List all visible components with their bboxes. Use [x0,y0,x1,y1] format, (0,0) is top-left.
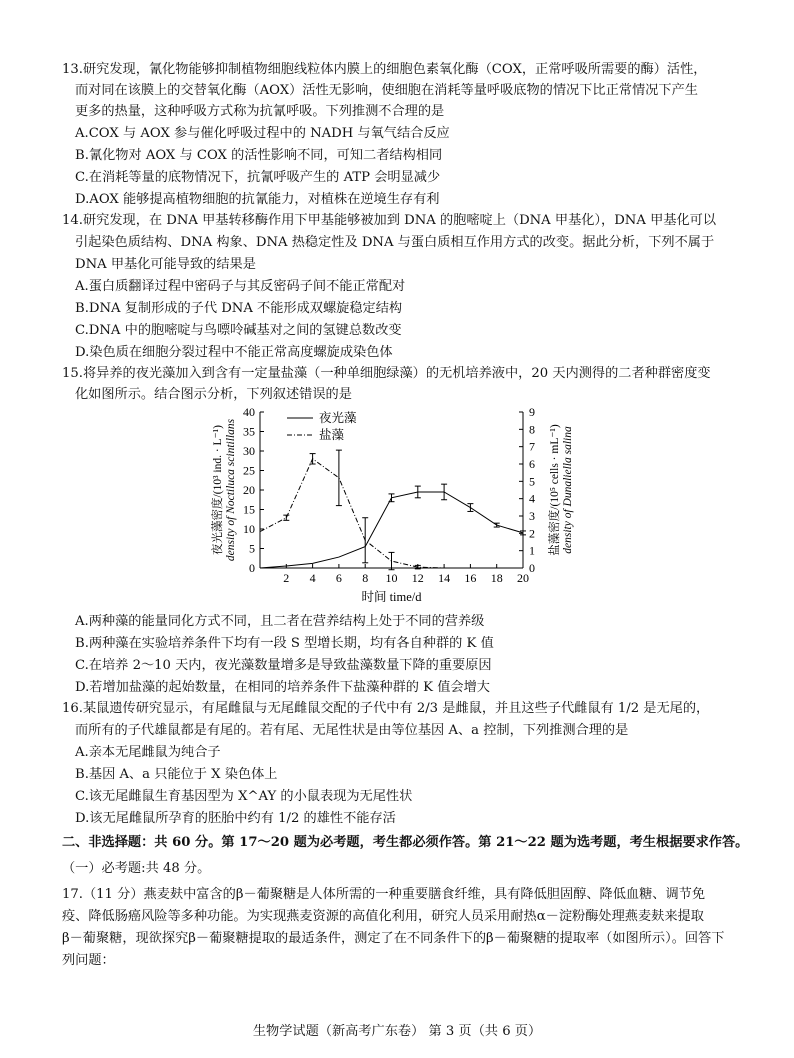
q16-stem-line-2: 而所有的子代雄鼠都是有尾的。若有尾、无尾性状是由等位基因 A、a 控制，下列推测合理的是 [75,723,629,738]
q14-option-b: B.DNA 复制形成的子代 DNA 不能形成双螺旋稳定结构 [75,301,403,316]
y-right-axis-label-en: density of Dunaliella salina [562,426,574,554]
q14-option-c: C.DNA 中的胞嘧啶与鸟嘌呤碱基对之间的氢键总数改变 [75,323,402,338]
q13-option-d: D.AOX 能够提高植物细胞的抗氰能力，对植株在逆境生存有利 [75,192,440,207]
y-left-tick-label: 40 [243,405,255,419]
q17-line-2: 疫、降低肠癌风险等多种功能。为实现燕麦资源的高值化利用，研究人员采用耐热α－淀粉酶处理燕麦麸来提取 [62,909,704,924]
q16-option-c: C.该无尾雌鼠生育基因型为 X^AY 的小鼠表现为无尾性状 [75,789,413,804]
y-right-tick-label: 3 [529,509,535,523]
q13-option-c: C.在消耗等量的底物情况下，抗氰呼吸产生的 ATP 会明显减少 [75,170,441,185]
y-left-tick-label: 10 [243,522,255,536]
y-left-tick-label: 25 [243,463,255,478]
section-2-subheading: （一）必考题:共 48 分。 [62,861,211,876]
y-right-tick-label: 9 [529,405,535,419]
x-axis-label: 时间 time/d [361,590,422,604]
q14-stem-line-3: DNA 甲基化可能导致的结果是 [75,257,256,272]
y-left-tick-label: 0 [249,561,255,575]
y-right-tick-label: 1 [529,543,535,558]
legend-label-1: 盐藻 [319,428,345,442]
y-left-tick-label: 20 [243,483,255,497]
q14-stem-line-2: 引起染色质结构、DNA 构象、DNA 热稳定性及 DNA 与蛋白质相互作用方式的改变。据此分析，下列不属于 [75,235,715,250]
q15-stem-line-1: 15.将异养的夜光藻加入到含有一定量盐藻（一种单细胞绿藻）的无机培养液中，20 天内测得的二者种群密度变 [62,366,711,381]
y-right-tick-label: 5 [529,474,535,489]
x-tick-label: 18 [490,571,503,585]
q16-stem-line-1: 16.某鼠遗传研究显示，有尾雌鼠与无尾雌鼠交配的子代中有 2/3 是雌鼠，并且这些子代雌鼠有 1/2 是无尾的， [62,701,710,716]
x-tick-label: 10 [385,571,398,585]
y-left-axis-label-cn: 夜光藻密度/(10³ ind. · L⁻¹) [212,425,224,555]
x-tick-label: 4 [309,571,316,585]
section-2-heading: 二、非选择题：共 60 分。第 17～20 题为必考题，考生都必须作答。第 21～22 题为选考题，考生根据要求作答。 [62,835,749,850]
x-tick-label: 20 [517,571,529,585]
legend-label-0: 夜光藻 [319,411,357,425]
q13-stem-line-1: 13.研究发现，氰化物能够抑制植物细胞线粒体内膜上的细胞色素氧化酶（COX，正常呼吸所需要的酶）活性， [62,62,707,77]
q13-stem-line-3: 更多的热量，这种呼吸方式称为抗氰呼吸。下列推测不合理的是 [75,104,445,119]
q15-option-d: D.若增加盐藻的起始数量，在相同的培养条件下盐藻种群的 K 值会增大 [75,680,490,695]
q16-option-d: D.该无尾雌鼠所孕育的胚胎中约有 1/2 的雄性不能存活 [75,811,396,826]
q15-stem-line-2: 化如图所示。结合图示分析，下列叙述错误的是 [75,387,352,402]
q13-stem-line-2: 而对同在该膜上的交替氧化酶（AOX）活性无影响，使细胞在消耗等量呼吸底物的情况下比正常情况下产生 [75,83,698,98]
q15-option-c: C.在培养 2～10 天内，夜光藻数量增多是导致盐藻数量下降的重要原因 [75,658,492,673]
q13-option-b: B.氰化物对 AOX 与 COX 的活性影响不同，可知二者结构相同 [75,148,443,163]
q14-stem-line-1: 14.研究发现，在 DNA 甲基转移酶作用下甲基能够被加到 DNA 的胞嘧啶上（DNA 甲基化），DNA 甲基化可以 [62,213,717,228]
q17-line-3: β－葡聚糖，现欲探究β－葡聚糖提取的最适条件，测定了在不同条件下的β－葡聚糖的提取率（如图所示）。回答下 [62,931,725,946]
x-tick-label: 2 [283,571,290,585]
x-tick-label: 12 [411,571,424,585]
y-left-axis-label-en: density of Noctiluca scintillans [225,418,237,562]
y-right-axis-label-cn: 盐藻密度/(10⁵ cells · mL⁻¹) [549,424,561,556]
y-right-tick-label: 0 [529,561,535,575]
q14-option-a: A.蛋白质翻译过程中密码子与其反密码子间不能正常配对 [75,279,406,294]
q17-line-1: 17.（11 分）燕麦麸中富含的β－葡聚糖是人体所需的一种重要膳食纤维，具有降低胆固醇、降低血糖、调节免 [62,887,706,902]
y-left-tick-label: 5 [249,541,255,556]
q16-option-a: A.亲本无尾雌鼠为纯合子 [75,745,221,760]
x-tick-label: 14 [438,571,451,585]
q16-option-b: B.基因 A、a 只能位于 X 染色体上 [75,767,278,782]
x-tick-label: 6 [335,571,342,585]
y-right-tick-label: 2 [529,526,535,541]
y-right-tick-label: 8 [529,422,535,437]
page-footer: 生物学试题（新高考广东卷） 第 3 页（共 6 页） [252,1024,542,1039]
y-left-tick-label: 35 [243,424,255,439]
population-density-chart [205,400,600,608]
q17-line-4: 列问题： [62,953,115,968]
y-right-tick-label: 7 [529,439,535,454]
q13-option-a: A.COX 与 AOX 参与催化呼吸过程中的 NADH 与氧气结合反应 [75,126,450,141]
y-right-tick-label: 4 [529,491,535,506]
y-right-tick-label: 6 [529,457,535,471]
x-tick-label: 16 [464,571,477,585]
x-tick-label: 8 [362,571,369,585]
q15-option-a: A.两种藻的能量同化方式不同，且二者在营养结构上处于不同的营养级 [75,614,485,629]
y-left-tick-label: 30 [243,444,255,458]
y-left-tick-label: 15 [243,502,255,517]
q14-option-d: D.染色质在细胞分裂过程中不能正常高度螺旋成染色体 [75,345,393,360]
q15-option-b: B.两种藻在实验培养条件下均有一段 S 型增长期，均有各自种群的 K 值 [75,636,494,651]
